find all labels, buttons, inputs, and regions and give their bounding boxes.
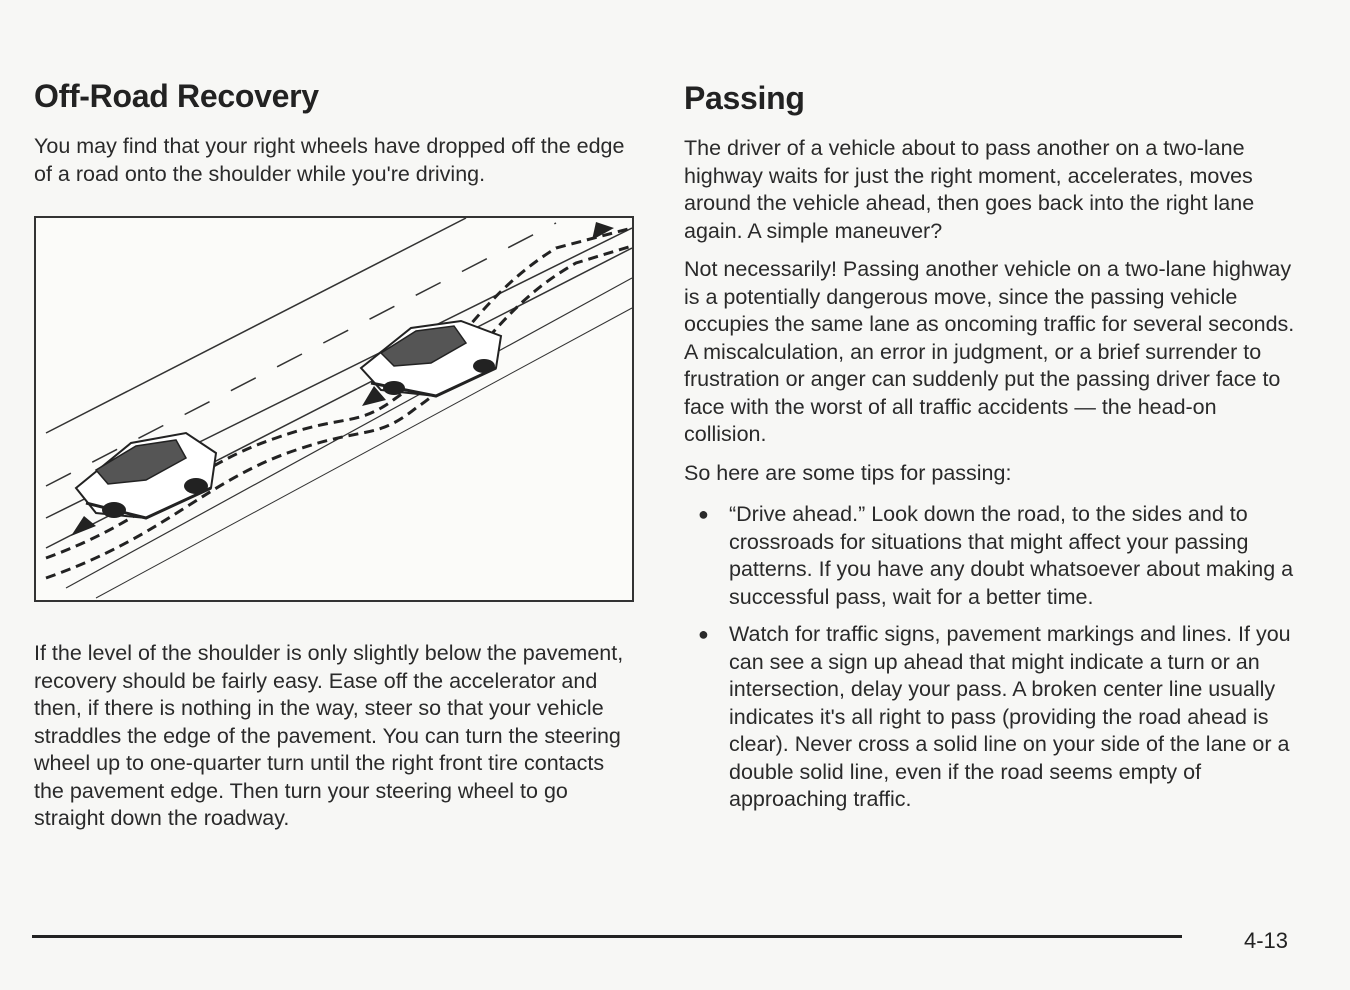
bullet-icon: ● bbox=[698, 624, 709, 644]
tip-text: Watch for traffic signs, pavement markings and lines. If you can see a sign up ahead that might indicate a turn or an intersection, delay your pass. A broken center line usually indicates it's all right to pass (providing the road ahead is clear). Never cross a solid line on your side of the lane or a double solid line, even if the road seems empty of approaching traffic. bbox=[729, 622, 1291, 811]
passing-paragraph-1: The driver of a vehicle about to pass another on a two-lane highway waits for just the right moment, accelerates, moves around the vehicle ahead, then goes back into the right lane again. A simple maneuver? bbox=[684, 136, 1255, 243]
passing-paragraph-2: Not necessarily! Passing another vehicle on a two-lane highway is a potentially dangerous move, since the passing vehicle occupies the same lane as oncoming traffic for several seconds. A miscalculation, an error in judgment, or a brief surrender to frustration or anger can suddenly put the passing driver face to face with the worst of all traffic accidents — the head-on collision. bbox=[684, 257, 1295, 446]
page-number: 4-13 bbox=[1244, 928, 1289, 953]
car-recovery-drawing bbox=[36, 218, 632, 600]
tip-text: “Drive ahead.” Look down the road, to the sides and to crossroads for situations that might affect your passing patterns. If you have any doubt whatsoever about making a successful pass, wait for a better time. bbox=[729, 502, 1294, 609]
front-car-icon bbox=[361, 321, 501, 396]
passing-heading: Passing bbox=[684, 80, 805, 116]
left-column bbox=[34, 78, 634, 833]
footer-divider bbox=[32, 935, 1182, 938]
passing-tips-intro: So here are some tips for passing: bbox=[684, 460, 1012, 485]
rear-car-icon bbox=[76, 433, 216, 518]
right-column bbox=[684, 80, 1304, 824]
off-road-intro-paragraph: You may find that your right wheels have dropped off the edge of a road onto the shoulder while you're driving. bbox=[34, 134, 625, 186]
list-item bbox=[684, 621, 1304, 814]
bullet-icon: ● bbox=[698, 504, 709, 524]
off-road-body-paragraph: If the level of the shoulder is only slightly below the pavement, recovery should be fairly easy. Ease off the accelerator and then, if there is nothing in the way, steer so that your vehicle straddles the edge of the pavement. You can turn the steering wheel up to one-quarter turn until the right front tire contacts the pavement edge. Then turn your steering wheel to go straight down the roadway. bbox=[34, 641, 624, 830]
passing-tips-list bbox=[684, 501, 1304, 814]
off-road-recovery-illustration bbox=[34, 216, 634, 602]
off-road-recovery-heading: Off-Road Recovery bbox=[34, 78, 319, 114]
list-item bbox=[684, 501, 1304, 611]
